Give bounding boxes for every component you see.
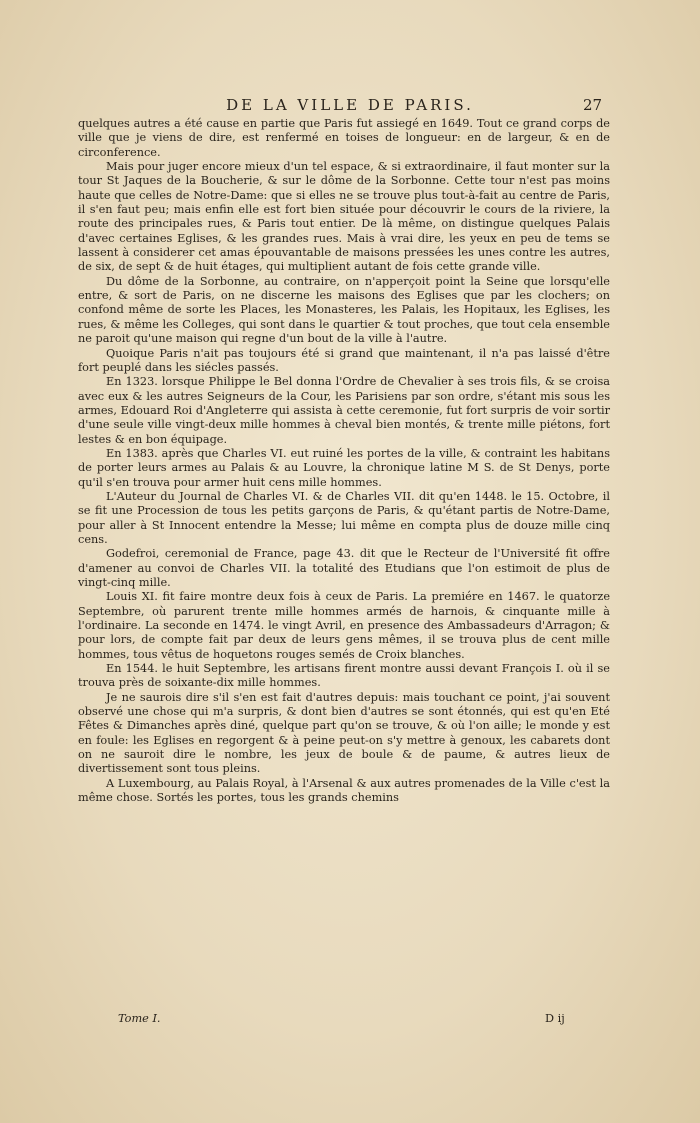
paragraph-1: quelques autres a été cause en partie que Paris fut assiegé en 1649. Tout ce grand corps de ville que je viens de dire, est renfermé en toises de longueur: en de largeur, & en de circonference. [78,117,610,159]
paragraph-11: Je ne saurois dire s'il s'en est fait d'autres depuis: mais touchant ce point, j'ai souvent observé une chose qui m'a surpris, & dont bien d'autres se sont étonnés, qui est qu'en Eté Fêtes & Dimanches après diné, quelque part qu'on se trouve, & où l'on aille; le monde y est en foule: les Eglises en regorgent & à peine peut-on s'y mettre à genoux, les cabarets dont on ne sauroit dire le nombre, les jeux de boule & de paume, & autres lieux de divertissement sont tous pleins. [78,690,610,776]
page-number: 27 [583,96,603,114]
signature-mark: D ij [545,1012,565,1025]
paragraph-3: Du dôme de la Sorbonne, au contraire, on n'apperçoit point la Seine que lorsqu'elle entre, & sort de Paris, on ne discerne les maisons des Eglises que par les clochers; on confond même de sorte les Places, les Monasteres, les Palais, les Hopitaux, les Eglises, les rues, & même les Colleges, qui sont dans le quartier & tout proches, que tout cela ensemble ne paroit qu'une maison qui regne d'un bout de la ville à l'autre. [78,274,610,346]
paragraph-9: Louis XI. fit faire montre deux fois à ceux de Paris. La premiére en 1467. le quatorze Septembre, où parurent trente mille hommes armés de harnois, & cinquante mille à l'ordinaire. La seconde en 1474. le vingt Avril, en presence des Ambassadeurs d'Arragon; & pour lors, de compte fait par deux de leurs gens mêmes, il se trouva plus de cent mille hommes, tous vêtus de hoquetons rouges semés de Croix blanches. [78,590,610,661]
paragraph-6: En 1383. après que Charles VI. eut ruiné les portes de la ville, & contraint les habitans de porter leurs armes au Palais & au Louvre, la chronique latine M S. de St Denys, porte qu'il s'en trouva pour armer huit cens mille hommes. [78,446,610,489]
paragraph-8: Godefroi, ceremonial de France, page 43. dit que le Recteur de l'Université fit offre d'amener au convoi de Charles VII. la totalité des Etudians que l'on estimoit de plus de vingt-cinq mille. [78,547,610,589]
paragraph-12: A Luxembourg, au Palais Royal, à l'Arsenal & aux autres promenades de la Ville c'est la même chose. Sortés les portes, tous les grands chemins [78,776,610,805]
paragraph-2: Mais pour juger encore mieux d'un tel espace, & si extraordinaire, il faut monter sur la tour St Jaques de la Boucherie, & sur le dôme de la Sorbonne. Cette tour n'est pas moins haute que celles de Notre-Dame: que si elles ne se trouve plus tout-à-fait au centre de Paris, il s'en faut peu; mais enfin elle est fort bien située pour découvrir le cours de la riviere, la route des principales rues, & Paris tout entier. De là même, on distingue quelques Palais d'avec certaines Eglises, & les grandes rues. Mais à vrai dire, les yeux en peu de tems se lassent à considerer cet amas épouvantable de maisons pressées les unes contre les autres, de six, de sept & de huit étages, qui multiplient autant de fois cette grande ville. [78,160,610,274]
paragraph-7: L'Auteur du Journal de Charles VI. & de Charles VII. dit qu'en 1448. le 15. Octobre, il se fit une Procession de tous les petits garçons de Paris, & qu'étant partis de Notre-Dame, pour aller à St Innocent entendre la Messe; lui même en compta plus de douze mille cinq cens. [78,489,610,546]
text-body [78,117,610,806]
running-title: DE LA VILLE DE PARIS. [226,96,474,114]
paragraph-4: Quoique Paris n'ait pas toujours été si grand que maintenant, il n'a pas laissé d'être fort peuplé dans les siécles passés. [78,346,610,374]
volume-label: Tome I. [118,1012,161,1025]
paragraph-5: En 1323. lorsque Philippe le Bel donna l'Ordre de Chevalier à ses trois fils, & se croisa avec eux & les autres Seigneurs de la Cour, les Parisiens par son ordre, s'étant mis sous les armes, Edouard Roi d'Angleterre qui assista à cette ceremonie, fut fort surpris de voir sortir d'une seule ville vingt-deux mille hommes à cheval bien montés, & trente mille piétons, fort lestes & en bon équipage. [78,375,610,446]
paragraph-10: En 1544. le huit Septembre, les artisans firent montre aussi devant François I. où il se trouva près de soixante-dix mille hommes. [78,662,610,690]
